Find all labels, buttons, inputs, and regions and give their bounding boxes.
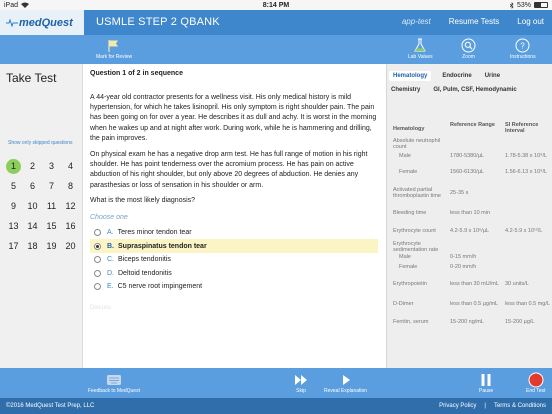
question-number-label: 18 xyxy=(27,241,38,251)
choice-text: Teres minor tendon tear xyxy=(117,229,192,237)
logo-text: medQuest xyxy=(19,16,73,29)
heartbeat-icon xyxy=(6,19,18,27)
status-bar xyxy=(0,0,552,10)
choice-text: C5 nerve root impingement xyxy=(117,283,203,291)
choice-letter: A. xyxy=(107,229,114,237)
lab-row xyxy=(393,261,551,273)
lab-cell-ref: 25-35 s xyxy=(450,190,469,196)
question-number-17[interactable] xyxy=(4,238,23,254)
app-header xyxy=(0,10,552,35)
reveal-explanation-button[interactable] xyxy=(324,371,367,394)
question-number-label: 9 xyxy=(10,201,16,211)
lab-cell-ref: less than 10 min xyxy=(450,209,491,216)
lab-cell-ref: 15-200 ng/mL xyxy=(450,319,484,325)
question-number-label: 2 xyxy=(29,161,35,171)
lab-cell-si: 1.56-6.13 x 10⁹/L xyxy=(505,169,548,175)
question-number-label: 6 xyxy=(29,181,35,191)
question-number-label: 10 xyxy=(27,201,38,211)
device-label: iPad xyxy=(4,1,19,9)
lab-table-header xyxy=(393,122,551,134)
choice-letter: E. xyxy=(107,283,114,291)
lab-cell-si: 30 units/L xyxy=(505,280,529,287)
question-number-18[interactable] xyxy=(23,238,42,254)
question-number-12[interactable] xyxy=(61,198,80,214)
choice-letter: D. xyxy=(107,269,114,277)
answer-choice[interactable] xyxy=(90,280,378,294)
choice-letter: C. xyxy=(107,256,114,264)
keyboard-icon xyxy=(106,374,122,386)
lab-row xyxy=(393,181,551,205)
lab-cell-ref: 1560-6130/µL xyxy=(450,169,485,175)
lab-cell-ref: 4.2-5.9 x 10⁶/µL xyxy=(450,228,490,234)
bottom-bar xyxy=(0,368,552,398)
lab-cell-ref: 1780-5380/µL xyxy=(450,153,485,159)
question-stem xyxy=(90,93,378,191)
lab-cell-si: 15-200 µg/L xyxy=(505,319,535,325)
lab-cell-si: 4.2-5.9 x 10¹²/L xyxy=(505,228,543,234)
lab-cell-name: Male xyxy=(399,153,411,159)
show-skipped-link[interactable]: Show only skipped questions xyxy=(8,140,73,146)
question-number-9[interactable] xyxy=(4,198,23,214)
question-number-3[interactable] xyxy=(42,158,61,174)
question-navigator xyxy=(4,158,80,254)
lab-cell-name: Absolute neutrophil count xyxy=(393,137,441,150)
answer-choice[interactable] xyxy=(90,239,378,253)
lab-row xyxy=(393,149,551,163)
question-number-label: 16 xyxy=(65,221,76,231)
question-number-6[interactable] xyxy=(23,178,42,194)
question-number-label: 1 xyxy=(6,159,21,174)
lab-row xyxy=(393,294,551,313)
question-number-1[interactable] xyxy=(4,158,23,174)
instructions-label: Instructions xyxy=(510,54,536,60)
lab-cell-ref: less than 30 mU/mL xyxy=(450,280,499,287)
question-number-11[interactable] xyxy=(42,198,61,214)
lab-values-panel xyxy=(386,64,552,368)
status-time: 8:14 PM xyxy=(262,1,290,9)
stem-paragraph-1: A 44-year old contractor presents for a wellness visit. His only medical history is mild hypertension, for which he takes lisinopril. His only symptom is right shoulder pain. The pain has been going on for over a year. He describes it as dull and achy. It is worst in the morning when he wakes up and at night after work. During work, while he is hammering and drilling, the pain improves. xyxy=(90,94,377,142)
tab-endocrine[interactable]: Endocrine xyxy=(442,73,472,79)
choice-text: Supraspinatus tendon tear xyxy=(118,242,207,250)
lab-row xyxy=(393,273,551,294)
lab-cell-name: Female xyxy=(399,169,418,175)
mark-for-review-button[interactable] xyxy=(96,37,132,60)
svg-text:?: ? xyxy=(520,41,526,51)
lab-cell-name: Activated partial thromboplastin time xyxy=(393,187,441,199)
tab-chemistry[interactable]: Chemistry xyxy=(391,87,421,93)
choice-letter: B. xyxy=(107,242,114,250)
lab-cell-ref: 0-20 mm/h xyxy=(450,264,477,270)
lab-tabs xyxy=(389,69,519,97)
lab-cell-ref: 0-15 mm/h xyxy=(450,253,477,260)
question-number-label: 12 xyxy=(65,201,76,211)
answer-choice[interactable] xyxy=(90,266,378,280)
question-number-2[interactable] xyxy=(23,158,42,174)
lab-row xyxy=(393,220,551,242)
lab-values-label: Lab Values xyxy=(408,54,433,60)
radio-button[interactable] xyxy=(94,243,101,250)
tab-urine[interactable]: Urine xyxy=(484,73,501,79)
logout-link[interactable]: Log out xyxy=(517,17,544,26)
battery-icon xyxy=(534,2,548,8)
flag-icon xyxy=(107,39,121,53)
radio-button[interactable] xyxy=(94,229,101,236)
lab-tabs-row-1 xyxy=(389,69,519,83)
lab-header-name: Hematology xyxy=(393,126,425,132)
footer xyxy=(0,398,552,414)
question-number-13[interactable] xyxy=(4,218,23,234)
lab-cell-name: Female xyxy=(399,264,418,270)
question-number-10[interactable] xyxy=(23,198,42,214)
help-icon xyxy=(515,38,530,53)
question-number-label: 7 xyxy=(48,181,54,191)
instructions-button[interactable] xyxy=(510,37,536,60)
choose-one-label: Choose one xyxy=(90,213,128,221)
tab-hematology[interactable]: Hematology xyxy=(389,71,431,81)
lab-values-button[interactable] xyxy=(408,37,433,60)
battery-percent: 53% xyxy=(516,1,531,9)
question-number-label: 11 xyxy=(46,201,57,211)
app-test-link[interactable]: app-test xyxy=(401,17,431,26)
copyright-text: ©2016 MedQuest Test Prep, LLC xyxy=(6,403,95,409)
lab-cell-name: Bleeding time xyxy=(393,209,427,216)
sidebar xyxy=(0,64,83,368)
lab-row xyxy=(393,252,551,261)
answer-choice[interactable] xyxy=(90,253,378,267)
skip-label: Skip xyxy=(296,388,306,394)
question-prompt: What is the most likely diagnosis? xyxy=(90,196,196,204)
toolbar xyxy=(0,35,552,64)
choice-text: Biceps tendonitis xyxy=(118,256,171,264)
app-title: USMLE STEP 2 QBANK xyxy=(96,16,220,28)
discuss-label: Discuss xyxy=(90,305,112,312)
zoom-icon xyxy=(461,38,476,53)
lab-table xyxy=(393,122,551,331)
question-number-label: 14 xyxy=(27,221,38,231)
stem-paragraph-2: On physical exam he has a negative drop arm test. He has full range of motion in his right shoulder. He has point tenderness over the acromium process. He has pain on active abduction of his right shoulder, but only above 20 degrees of abduction. He denies any parasthesias or loss of sensation in his shoulder or arm. xyxy=(90,151,368,189)
lab-row xyxy=(393,138,551,149)
skip-button[interactable] xyxy=(294,371,308,394)
question-number-label: 15 xyxy=(46,221,57,231)
question-header: Question 1 of 2 in sequence xyxy=(90,70,183,77)
zoom-button[interactable] xyxy=(461,37,476,60)
flask-icon xyxy=(413,38,427,53)
reveal-explanation-label: Reveal Explanation xyxy=(324,388,368,394)
zoom-label: Zoom xyxy=(462,54,475,60)
resume-tests-link[interactable]: Resume Tests xyxy=(448,17,500,26)
logo xyxy=(0,10,84,35)
lab-row xyxy=(393,163,551,181)
lab-row xyxy=(393,313,551,331)
play-icon xyxy=(340,374,352,386)
mark-for-review-label: Mark for Review xyxy=(96,54,133,60)
question-number-label: 19 xyxy=(46,241,57,251)
question-number-7[interactable] xyxy=(42,178,61,194)
question-number-14[interactable] xyxy=(23,218,42,234)
lab-header-si: SI Reference Interval xyxy=(505,122,539,134)
question-number-label: 5 xyxy=(10,181,16,191)
stop-icon xyxy=(528,372,544,388)
question-number-19[interactable] xyxy=(42,238,61,254)
question-number-8[interactable] xyxy=(61,178,80,194)
footer-links xyxy=(439,403,546,409)
question-panel xyxy=(84,64,384,368)
lab-cell-name: Erythrocyte count xyxy=(393,228,436,234)
end-test-button[interactable] xyxy=(526,371,545,394)
fast-forward-icon xyxy=(294,374,308,386)
lab-header-range: Reference Range xyxy=(450,122,495,128)
question-number-label: 13 xyxy=(8,221,19,231)
terms-link[interactable]: Terms & Conditions xyxy=(493,403,546,409)
question-number-label: 20 xyxy=(65,241,76,251)
question-number-label: 4 xyxy=(67,161,73,171)
sidebar-title: Take Test xyxy=(6,71,57,85)
tab-gi-pulm-csf-hemodynamic[interactable]: GI, Pulm, CSF, Hemodynamic xyxy=(433,87,517,93)
lab-cell-name: Ferritin, serum xyxy=(393,319,429,325)
question-number-label: 3 xyxy=(48,161,54,171)
feedback-label: Feedback to MedQuest xyxy=(88,388,140,394)
answer-choices xyxy=(90,226,378,294)
pause-icon xyxy=(480,373,492,387)
pause-label: Pause xyxy=(479,388,494,394)
lab-row xyxy=(393,205,551,220)
question-number-15[interactable] xyxy=(42,218,61,234)
lab-cell-name: D-Dimer xyxy=(393,300,414,307)
lab-cell-si: less than 0.5 mg/L xyxy=(505,300,550,307)
privacy-policy-link[interactable]: Privacy Policy xyxy=(439,403,477,409)
pause-button[interactable] xyxy=(479,371,493,394)
lab-cell-name: Male xyxy=(399,253,411,260)
footer-separator: | xyxy=(484,403,486,409)
answer-choice[interactable] xyxy=(90,226,378,240)
feedback-button[interactable] xyxy=(88,371,140,394)
question-number-5[interactable] xyxy=(4,178,23,194)
choice-text: Deltoid tendonitis xyxy=(118,269,172,277)
radio-button[interactable] xyxy=(94,270,101,277)
header-actions xyxy=(402,17,544,26)
lab-cell-si: 1.78-5.38 x 10⁹/L xyxy=(505,153,548,159)
question-number-label: 17 xyxy=(8,241,19,251)
radio-button[interactable] xyxy=(94,283,101,290)
radio-button[interactable] xyxy=(94,256,101,263)
lab-cell-name: Erythropoietin xyxy=(393,280,427,287)
question-number-4[interactable] xyxy=(61,158,80,174)
lab-row xyxy=(393,242,551,252)
lab-tabs-row-2 xyxy=(389,83,519,97)
end-test-label: End Test xyxy=(526,388,546,394)
question-number-20[interactable] xyxy=(61,238,80,254)
question-number-16[interactable] xyxy=(61,218,80,234)
question-number-label: 8 xyxy=(67,181,73,191)
lab-cell-ref: less than 0.5 µg/mL xyxy=(450,300,499,307)
lab-cell-name: Erythrocyte sedimentation rate xyxy=(393,241,439,253)
